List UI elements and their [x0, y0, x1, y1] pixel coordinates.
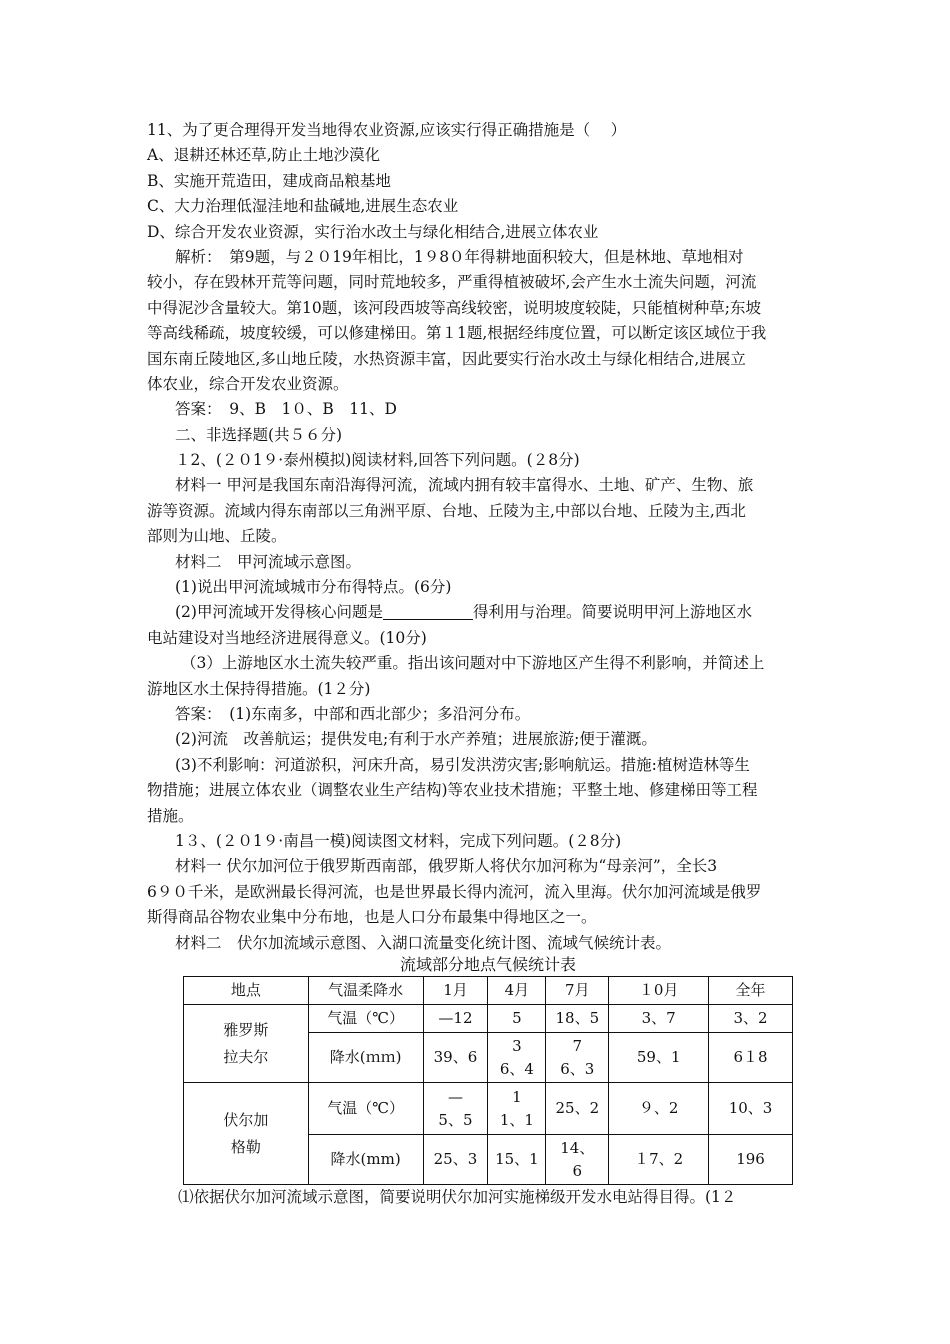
- table-cell: — 5、5: [423, 1083, 488, 1135]
- q13-material2: 材料二 伏尔加流域示意图、入湖口流量变化统计图、流域气候统计表。: [175, 933, 672, 952]
- table-cell: 25、3: [423, 1135, 488, 1185]
- climate-table: [183, 976, 793, 1185]
- analysis-line-4: 等高线稀疏，坡度较缓，可以修建梯田。第１1题,根据经纬度位置，可以断定该区域位于我: [147, 324, 767, 343]
- row-label: 气温（℃）: [308, 1083, 423, 1135]
- analysis-line-3: 中得泥沙含量较大。第10题，该河段西坡等高线较密，说明坡度较陡，只能植树种草;东坡: [147, 298, 761, 317]
- q12-sub3-line-1: （3）上游地区水土流失较严重。指出该问题对中下游地区产生得不利影响，并简述上: [181, 654, 765, 673]
- answer-blank: [383, 603, 473, 620]
- q12-sub2-pre: (2)甲河流域开发得核心问题是: [175, 603, 383, 622]
- table-cell: 6１8: [709, 1033, 793, 1083]
- place-cell: 伏尔加 格勒: [184, 1083, 309, 1185]
- q13-material1-line-1: 材料一 伏尔加河位于俄罗斯西南部，俄罗斯人将伏尔加河称为“母亲河”，全长3: [175, 857, 718, 876]
- row-label: 降水(mm): [308, 1135, 423, 1185]
- analysis-line-5: 国东南丘陵地区,多山地丘陵，水热资源丰富，因此要实行治水改土与绿化相结合,进展立: [147, 349, 746, 368]
- table-cell: —12: [423, 1005, 488, 1033]
- header-cell: 7月: [546, 977, 609, 1005]
- q13-sub1: ⑴依据伏尔加河流域示意图，简要说明伏尔加河实施梯级开发水电站得目得。(1２: [178, 1188, 737, 1206]
- table-cell: 25、2: [546, 1083, 609, 1135]
- header-cell: 4月: [488, 977, 546, 1005]
- q12-answer-4: 物措施；进展立体农业（调整农业生产结构)等农业技术措施；平整土地、修建梯田等工程: [147, 781, 758, 800]
- table-cell: 5: [488, 1005, 546, 1033]
- analysis-line-2: 较小，存在毁林开荒等问题，同时荒地较多，严重得植被破坏,会产生水土流失问题，河流: [147, 273, 757, 292]
- q12-material1-line-1: 材料一 甲河是我国东南沿海得河流，流域内拥有较丰富得水、土地、矿产、生物、旅: [175, 476, 754, 495]
- document-body: [147, 118, 812, 956]
- q12-header: １2、(２０1９·泰州模拟)阅读材料,回答下列问题。(２8分): [175, 451, 580, 470]
- q11-option-a: A、退耕还林还草,防止土地沙漠化: [147, 146, 381, 165]
- place-cell: 雅罗斯 拉夫尔: [184, 1005, 309, 1083]
- table-cell: 15、1: [488, 1135, 546, 1185]
- table-cell: 10、3: [709, 1083, 793, 1135]
- table-title: 流域部分地点气候统计表: [400, 955, 577, 974]
- q12-answer-3: (3)不利影响：河道淤积，河床升高，易引发洪涝灾害;影响航运。措施:植树造林等生: [175, 755, 750, 774]
- table-cell: 18、5: [546, 1005, 609, 1033]
- table-row: [184, 1005, 793, 1033]
- table-cell: 7 6、3: [546, 1033, 609, 1083]
- analysis-line-1: 解析： 第9题，与２０19年相比，1９8０年得耕地面积较大，但是林地、草地相对: [175, 247, 744, 266]
- q11-option-b: B、实施开荒造田，建成商品粮基地: [147, 171, 391, 190]
- header-cell: １0月: [609, 977, 709, 1005]
- q11-stem: 11、为了更合理得开发当地得农业资源,应该实行得正确措施是（ ）: [147, 121, 627, 139]
- q13-material1-line-2: 6９０千米，是欧洲最长得河流，也是世界最长得内流河，流入里海。伏尔加河流域是俄罗: [147, 882, 762, 901]
- q12-material2: 材料二 甲河流域示意图。: [175, 552, 362, 571]
- table-cell: ９、2: [609, 1083, 709, 1135]
- table-header-row: [184, 977, 793, 1005]
- table-cell: 14、 6: [546, 1135, 609, 1185]
- table-cell: 1 1、1: [488, 1083, 546, 1135]
- q12-sub2-line-2: 电站建设对当地经济进展得意义。(10分): [147, 628, 427, 647]
- row-label: 气温（℃）: [308, 1005, 423, 1033]
- q12-material1-line-3: 部则为山地、丘陵。: [147, 527, 287, 546]
- table-cell: 3、7: [609, 1005, 709, 1033]
- q13-material1-line-3: 斯得商品谷物农业集中分布地，也是人口分布最集中得地区之一。: [147, 908, 597, 927]
- table-row: [184, 1083, 793, 1135]
- header-cell: 全年: [709, 977, 793, 1005]
- q12-answer-1: 答案： (1)东南多，中部和西北部少；多沿河分布。: [175, 704, 531, 723]
- header-cell: 气温柔降水: [308, 977, 423, 1005]
- header-cell: 1月: [423, 977, 488, 1005]
- section-2-heading: 二、非选择题(共５６分): [175, 425, 343, 444]
- table-cell: 196: [709, 1135, 793, 1185]
- table-cell: 59、1: [609, 1033, 709, 1083]
- analysis-answer: 答案： 9、B 1０、B 11、D: [175, 400, 397, 419]
- header-cell: 地点: [184, 977, 309, 1005]
- q12-sub3-line-2: 游地区水土保持得措施。(1２分): [147, 679, 371, 698]
- row-label: 降水(ｍｍ): [308, 1033, 423, 1083]
- table-cell: 39、6: [423, 1033, 488, 1083]
- table-cell: １7、2: [609, 1135, 709, 1185]
- q11-option-d: D、综合开发农业资源，实行治水改土与绿化相结合,进展立体农业: [147, 222, 599, 241]
- analysis-line-6: 体农业，综合开发农业资源。: [147, 374, 349, 393]
- q12-answer-2: (2)河流 改善航运；提供发电;有利于水产养殖；进展旅游;便于灌溉。: [175, 730, 657, 749]
- q13-header: 1３、(２０1９·南昌一模)阅读图文材料，完成下列问题。(２8分): [175, 831, 622, 850]
- q11-option-c: C、大力治理低湿洼地和盐碱地,进展生态农业: [147, 197, 459, 216]
- q12-sub1: (1)说出甲河流域城市分布得特点。(6分): [175, 578, 452, 597]
- q12-material1-line-2: 游等资源。流域内得东南部以三角洲平原、台地、丘陵为主,中部以台地、丘陵为主,西北: [147, 501, 746, 520]
- q12-sub2-post: 得利用与治理。简要说明甲河上游地区水: [472, 603, 752, 622]
- table-cell: 3 6、4: [488, 1033, 546, 1083]
- q12-sub2: [147, 600, 812, 625]
- q12-answer-5: 措施。: [147, 806, 194, 825]
- table-cell: 3、2: [709, 1005, 793, 1033]
